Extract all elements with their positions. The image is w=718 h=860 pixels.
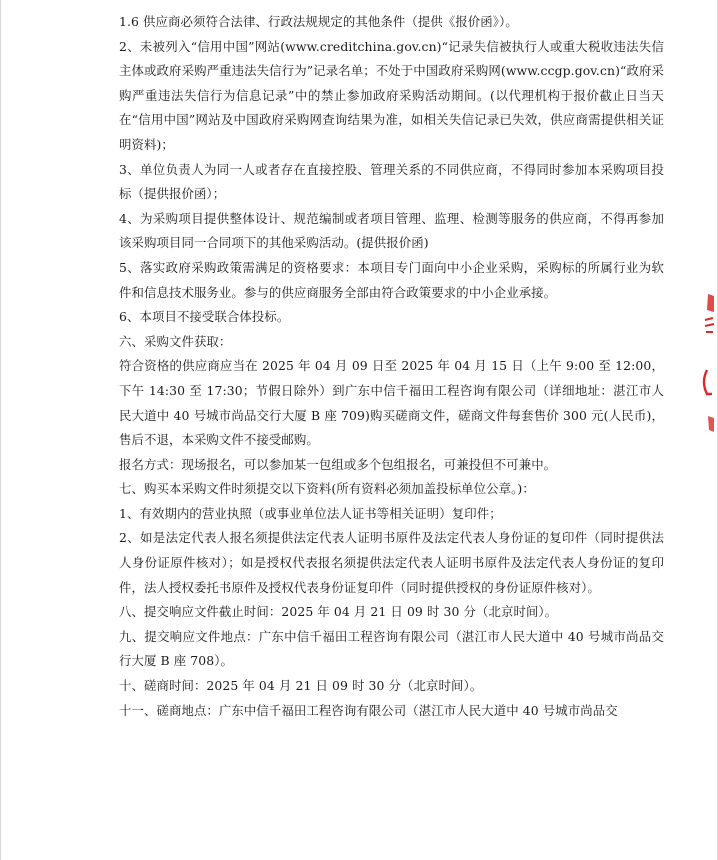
section-9-location: 九、提交响应文件地点：广东中信千福田工程咨询有限公司（湛江市人民大道中 40 号城市尚品交行大厦 B 座 708）。	[119, 628, 664, 669]
document-body	[119, 10, 664, 723]
clause-6-no-consortium: 6、本项目不接受联合体投标。	[119, 309, 290, 325]
clause-4-design-exclusion: 4、为采购项目提供整体设计、规范编制或者项目管理、监理、检测等服务的供应商，不得再参加该采购项目同一合同项下的其他采购活动。(提供报价函)	[119, 210, 664, 251]
registration-method: 报名方式：现场报名，可以参加某一包组或多个包组报名，可兼投但不可兼中。	[119, 456, 557, 472]
clause-2-credit-check: 2、未被列入“信用中国”网站(www.creditchina.gov.cn)“记录失信被执行人或重大税收违法失信主体或政府采购严重违法失信行为”记录名单；不处于中国政府采购网(www.ccgp.gov.cn)“政府采购严重违法失信行为信息记录”中的禁止参加政府采购活动期间。(以代理机构于报价截止日当天在“信用中国”网站及中国政府采购网查询结果为准，如相关失信记录已失效，供应商需提供相关证明资料)；	[119, 38, 664, 152]
document-acquisition-text: 符合资格的供应商应当在 2025 年 04 月 09 日至 2025 年 04 月 15 日（上午 9:00 至 12:00，下午 14:30 至 17:30；节假日除外）到广东中信千福田工程咨询有限公司（详细地址：湛江市人民大道中 40 号城市尚品交行大厦 B 座 709)购买磋商文件，磋商文件每套售价 300 元(人民币)，售后不退，本采购文件不接受邮购。	[119, 358, 664, 448]
section-10-time: 十、磋商时间：2025 年 04 月 21 日 09 时 30 分（北京时间）。	[119, 678, 483, 694]
clause-3-related-suppliers: 3、单位负责人为同一人或者存在直接控股、管理关系的不同供应商，不得同时参加本采购项目投标（提供报价函）；	[119, 161, 664, 202]
section-7-heading: 七、购买本采购文件时须提交以下资料(所有资料必须加盖投标单位公章。)：	[119, 481, 535, 497]
required-doc-1: 1、有效期内的营业执照（或事业单位法人证书等相关证明）复印件；	[119, 505, 502, 521]
section-11-location: 十一、磋商地点：广东中信千福田工程咨询有限公司（湛江市人民大道中 40 号城市尚品交	[119, 702, 618, 718]
red-seal-edge-icon	[699, 290, 715, 440]
section-8-deadline: 八、提交响应文件截止时间：2025 年 04 月 21 日 09 时 30 分（北京时间）。	[119, 604, 558, 620]
clause-5-sme-policy: 5、落实政府采购政策需满足的资格要求：本项目专门面向中小企业采购，采购标的所属行业为软件和信息技术服务业。参与的供应商服务全部由符合政策要求的中小企业承接。	[119, 259, 664, 300]
required-doc-2: 2、如是法定代表人报名须提供法定代表人证明书原件及法定代表人身份证的复印件（同时提供法人身份证原件核对）；如是授权代表报名须提供法定代表人证明书原件及法定代表人身份证的复印件，法人授权委托书原件及授权代表身份证复印件（同时提供授权的身份证原件核对）。	[119, 530, 664, 595]
section-6-heading: 六、采购文件获取：	[119, 333, 232, 349]
clause-1-6: 1.6 供应商必须符合法律、行政法规规定的其他条件（提供《报价函》）。	[119, 14, 518, 29]
